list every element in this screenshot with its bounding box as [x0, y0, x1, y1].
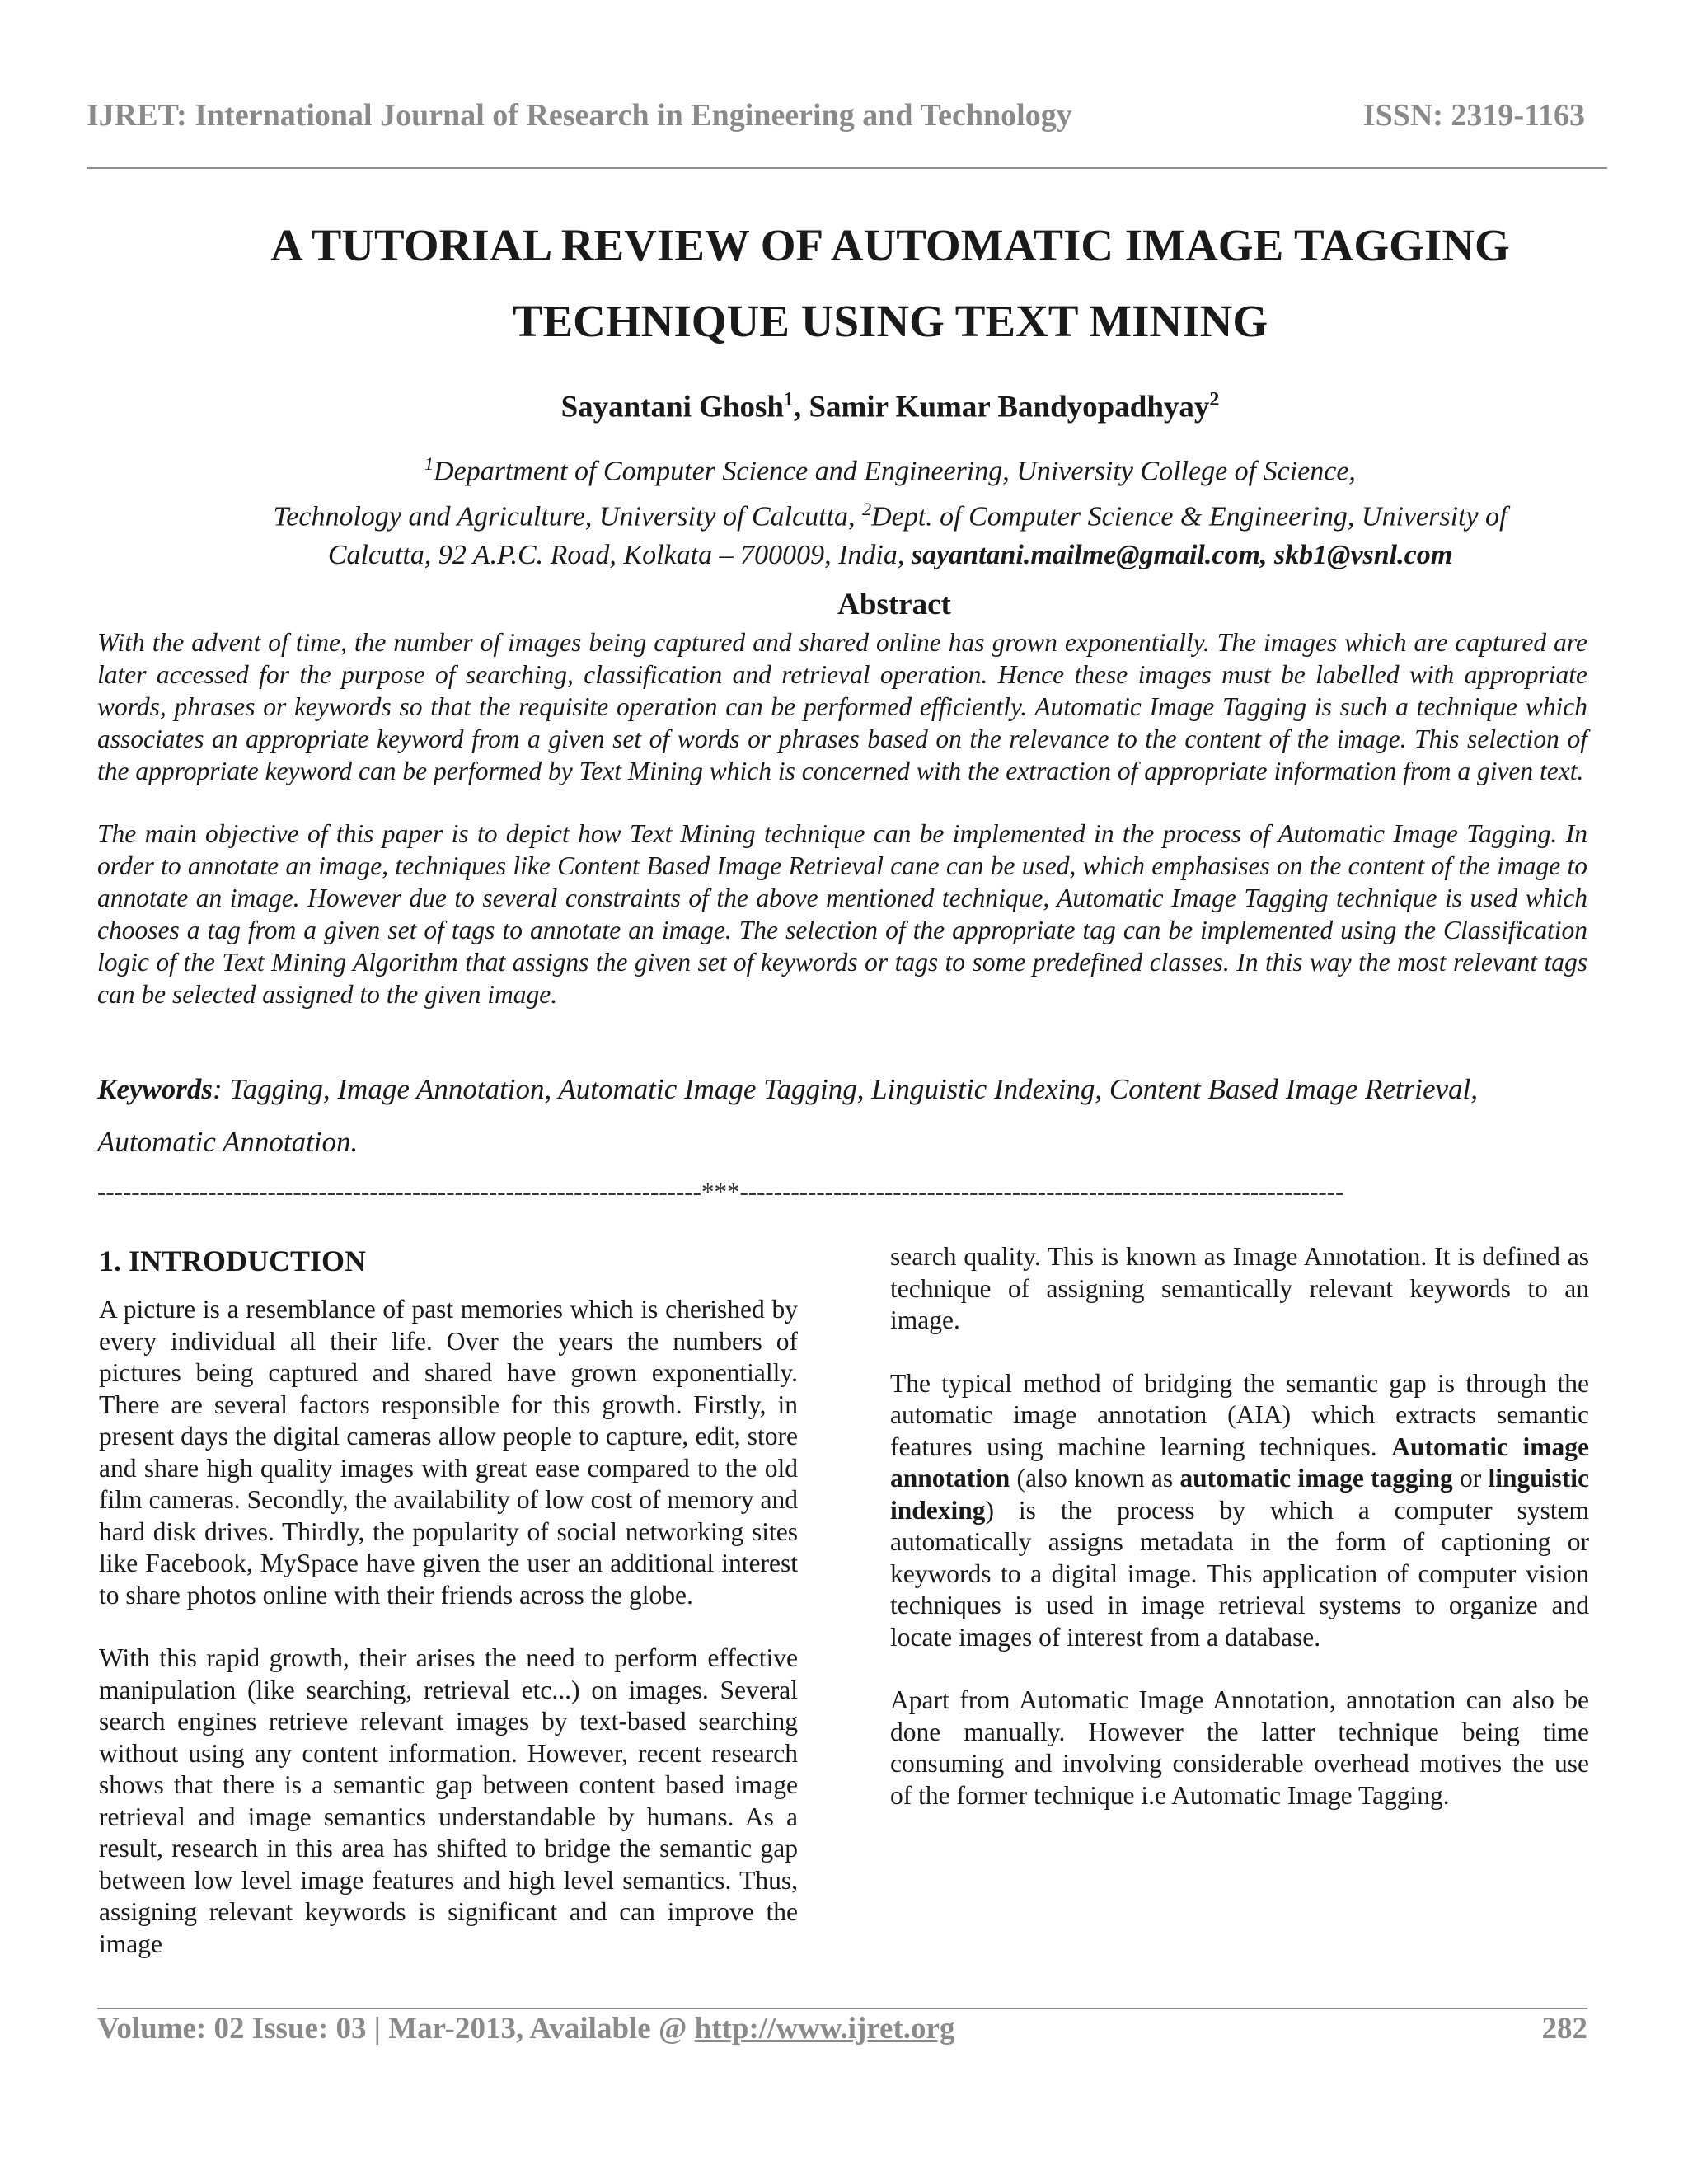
affil-line-3: Calcutta, 92 A.P.C. Road, Kolkata – 700009, India,: [327, 539, 912, 570]
term-automatic-image-annotation: Automatic image annotation: [890, 1432, 1589, 1493]
right-p2-text-a: The typical method of bridging the semantic gap is through the automatic image annotation (AIA) which extracts semantic features using machine learning techniques.: [890, 1368, 1589, 1461]
abstract-paragraph-2: The main objective of this paper is to depict how Text Mining technique can be implemented in the process of Automatic Image Tagging. In order to annotate an image, techniques like Content Based Image Retrieval cane can be used, which emphasises on the content of the image to annotate an image. However due to several constraints of the above mentioned technique, Automatic Image Tagging technique is used which chooses a tag from a given set of tags to annotate an image. The selection of the appropriate tag can be implemented using the Classification logic of the Text Mining Algorithm that assigns the given set of keywords or tags to some predefined classes. In this way the most relevant tags can be selected assigned to the given image.: [97, 819, 1587, 1009]
abstract-body: [97, 626, 1587, 1041]
section-separator: -----------------------------------------------------------------------***-----------------------------------------------------------------------: [97, 1177, 1344, 1206]
affil-sup-1: 1: [424, 453, 434, 474]
abstract-paragraph-1: With the advent of time, the number of images being captured and shared online has grown exponentially. The images which are captured are later accessed for the purpose of searching, classification and retrieval operation. Hence these images must be labelled with appropriate words, phrases or keywords so that the requisite operation can be performed efficiently. Automatic Image Tagging is such a technique which associates an appropriate keyword from a given set of words or phrases based on the relevance to the content of the image. This selection of the appropriate keyword can be performed by Text Mining which is concerned with the extraction of appropriate information from a given text.: [97, 628, 1587, 785]
affil-line-1: Department of Computer Science and Engineering, University College of Science,: [434, 456, 1356, 487]
affil-line-2a: Technology and Agriculture, University of Calcutta,: [273, 501, 863, 532]
abstract-heading: Abstract: [837, 588, 951, 621]
intro-paragraph-2: With this rapid growth, their arises the need to perform effective manipulation (like searching, retrieval etc...) on images. Several search engines retrieve relevant images by text-based searching without using any content information. However, recent research shows that there is a semantic gap between content based image retrieval and image semantics understandable by humans. As a result, research in this area has shifted to bridge the semantic gap between low level image features and high level semantics. Thus, assigning relevant keywords is significant and can improve the image: [99, 1643, 798, 1958]
author-separator: ,: [793, 390, 809, 424]
paper-title: [165, 208, 1615, 359]
keywords-label: Keywords: [97, 1073, 213, 1105]
right-p2-text-c: (also known as: [1010, 1464, 1180, 1493]
affil-line-2b: Dept. of Computer Science & Engineering, University of: [871, 501, 1507, 532]
header-rule: [87, 167, 1607, 169]
right-paragraph-2: [890, 1368, 1589, 1654]
email-1: sayantani.mailme@gmail.com: [911, 539, 1260, 570]
section-heading-introduction: 1. INTRODUCTION: [99, 1244, 367, 1277]
author-2-sup: 2: [1209, 389, 1220, 410]
keywords: [97, 1063, 1587, 1169]
running-footer: [97, 2011, 1587, 2046]
right-column: [890, 1241, 1589, 1843]
right-p2-text-d: or: [1452, 1464, 1489, 1493]
keywords-text: : Tagging, Image Annotation, Automatic Image Tagging, Linguistic Indexing, Content Based Image Retrieval, Automatic Annotation.: [97, 1073, 1479, 1158]
left-column: [99, 1244, 798, 1991]
email-2: skb1@vsnl.com: [1273, 539, 1453, 570]
affiliations: [124, 445, 1657, 574]
author-1-sup: 1: [783, 389, 794, 410]
title-line-2: TECHNIQUE USING TEXT MINING: [512, 296, 1268, 346]
footer-volume-text: Volume: 02 Issue: 03 | Mar-2013, Available @: [97, 2012, 695, 2046]
author-2: Samir Kumar Bandyopadhyay: [809, 390, 1210, 424]
footer-volume: [97, 2011, 954, 2046]
page-number: 282: [1541, 2012, 1587, 2046]
title-line-1: A TUTORIAL REVIEW OF AUTOMATIC IMAGE TAGGING: [270, 220, 1510, 270]
right-paragraph-1: search quality. This is known as Image Annotation. It is defined as technique of assigning semantically relevant keywords to an image.: [890, 1242, 1589, 1334]
right-p2-text-e: ) is the process by which a computer system automatically assigns metadata in the form of captioning or keywords to a digital image. This application of computer vision techniques is used in image retrieval systems to organize and locate images of interest from a database.: [890, 1495, 1589, 1652]
issn: ISSN: 2319-1163: [1362, 98, 1585, 133]
right-paragraph-3: Apart from Automatic Image Annotation, annotation can also be done manually. However the latter technique being time consuming and involving considerable overhead motives the use of the former technique i.e Automatic Image Tagging.: [890, 1685, 1589, 1810]
authors: [165, 389, 1615, 424]
intro-paragraph-1: A picture is a resemblance of past memories which is cherished by every individual all their life. Over the years the numbers of pictures being captured and shared have grown exponentially. There are several factors responsible for this growth. Firstly, in present days the digital cameras allow people to capture, edit, store and share high quality images with great ease compared to the old film cameras. Secondly, the availability of low cost of memory and hard disk drives. Thirdly, the popularity of social networking sites like Facebook, MySpace have given the user an additional interest to share photos online with their friends across the globe.: [99, 1295, 798, 1610]
footer-rule: [97, 2008, 1587, 2009]
email-separator: ,: [1259, 539, 1274, 570]
journal-name: IJRET: International Journal of Research in Engineering and Technology: [87, 98, 1072, 133]
journal-url-link[interactable]: http://www.ijret.org: [694, 2012, 955, 2046]
author-1: Sayantani Ghosh: [560, 390, 784, 424]
affil-sup-2: 2: [862, 499, 872, 520]
running-header: [87, 97, 1585, 134]
term-linguistic-indexing: linguistic indexing: [890, 1464, 1589, 1525]
term-automatic-image-tagging: automatic image tagging: [1179, 1464, 1453, 1493]
